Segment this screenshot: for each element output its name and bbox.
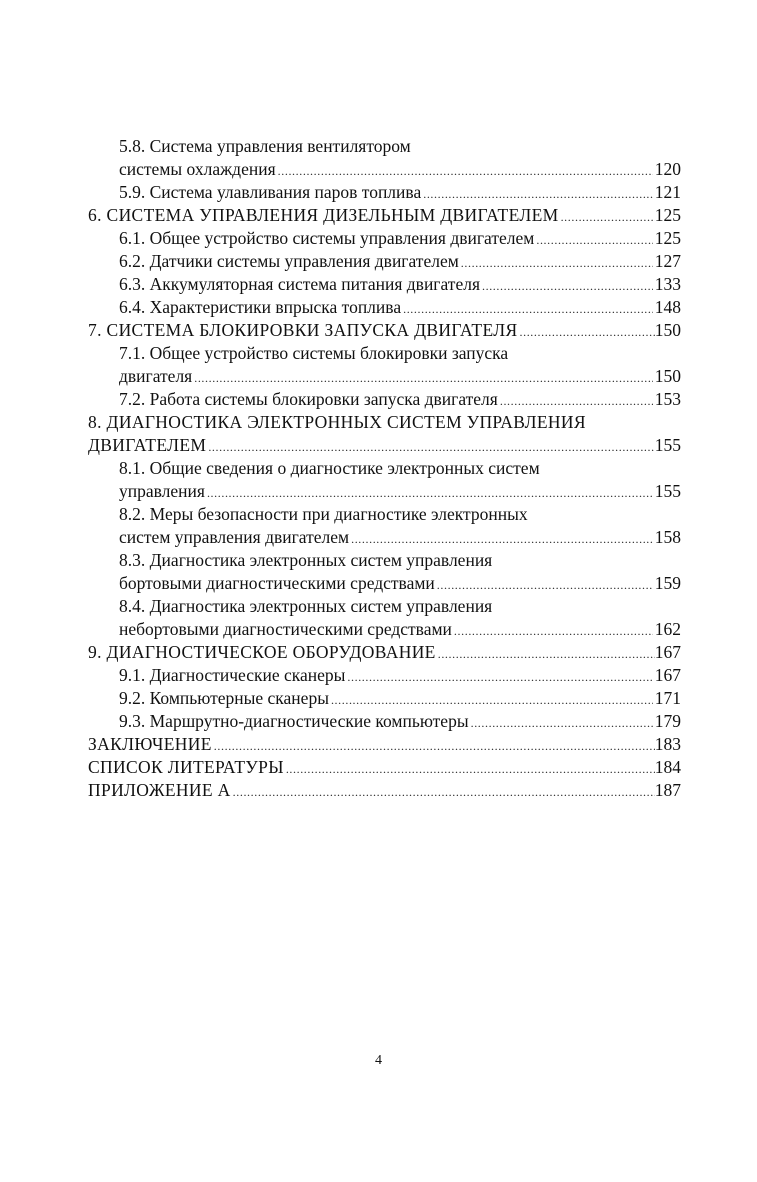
toc-section-line	[88, 595, 681, 618]
dot-leader	[437, 574, 653, 597]
toc-page-number: 153	[654, 389, 681, 409]
dot-leader	[207, 482, 653, 505]
toc-chapter-line	[88, 204, 681, 227]
toc-section-line	[88, 181, 681, 204]
toc-entry-label: 7. СИСТЕМА БЛОКИРОВКИ ЗАПУСКА ДВИГАТЕЛЯ	[88, 320, 518, 340]
toc-entry-label: 6.1. Общее устройство системы управления двигателем	[119, 228, 535, 248]
toc-page-number: 148	[654, 297, 681, 317]
toc-page-number: 155	[654, 481, 681, 501]
dot-leader	[438, 643, 655, 666]
toc-section-line	[88, 296, 681, 319]
toc-section-line	[88, 526, 681, 549]
toc-page-number: 179	[654, 711, 681, 731]
toc-entry-label: системы охлаждения	[119, 159, 276, 179]
toc-page-number: 120	[654, 159, 681, 179]
toc-entry-label: ДВИГАТЕЛЕМ	[88, 435, 207, 455]
table-of-contents	[88, 135, 681, 802]
toc-section-line	[88, 572, 681, 595]
dot-leader	[500, 390, 653, 413]
toc-chapter-line	[88, 779, 681, 802]
toc-section-line	[88, 342, 681, 365]
toc-entry-label: ПРИЛОЖЕНИЕ А	[88, 780, 231, 800]
toc-entry-label: 6.3. Аккумуляторная система питания двигателя	[119, 274, 480, 294]
toc-page-number: 133	[654, 274, 681, 294]
toc-page-number: 158	[654, 527, 681, 547]
dot-leader	[454, 620, 653, 643]
toc-entry-label: 9.3. Маршрутно-диагностические компьютеры	[119, 711, 469, 731]
toc-section-line	[88, 480, 681, 503]
toc-page-number: 150	[654, 366, 681, 386]
toc-page-number: 167	[654, 665, 681, 685]
toc-entry-label: 5.9. Система улавливания паров топлива	[119, 182, 422, 202]
toc-page-number: 187	[654, 780, 681, 800]
toc-entry-label: 9. ДИАГНОСТИЧЕСКОЕ ОБОРУДОВАНИЕ	[88, 642, 436, 662]
toc-chapter-line	[88, 641, 681, 664]
toc-chapter-line	[88, 756, 681, 779]
dot-leader	[471, 712, 653, 735]
toc-page-number: 183	[654, 734, 681, 754]
toc-entry-label: систем управления двигателем	[119, 527, 350, 547]
toc-page-number: 167	[654, 642, 681, 662]
toc-section-line	[88, 365, 681, 388]
toc-section-line	[88, 457, 681, 480]
dot-leader	[208, 436, 654, 459]
dot-leader	[351, 528, 653, 551]
toc-section-line	[88, 227, 681, 250]
dot-leader	[347, 666, 652, 689]
toc-section-line	[88, 664, 681, 687]
toc-entry-label: 8.1. Общие сведения о диагностике электронных систем	[119, 458, 540, 478]
toc-page-number: 125	[654, 205, 681, 225]
toc-section-line	[88, 549, 681, 572]
toc-entry-label: двигателя	[119, 366, 193, 386]
toc-section-line	[88, 618, 681, 641]
toc-entry-label: 8.3. Диагностика электронных систем управления	[119, 550, 493, 570]
dot-leader	[194, 367, 653, 390]
toc-section-line	[88, 710, 681, 733]
toc-entry-label: 6.2. Датчики системы управления двигателем	[119, 251, 459, 271]
toc-page-number: 155	[654, 435, 681, 455]
toc-entry-label: 8.4. Диагностика электронных систем управления	[119, 596, 493, 616]
dot-leader	[214, 735, 655, 758]
dot-leader	[278, 160, 653, 183]
toc-page-number: 127	[654, 251, 681, 271]
dot-leader	[331, 689, 653, 712]
toc-entry-label: 9.2. Компьютерные сканеры	[119, 688, 329, 708]
toc-entry-label: СПИСОК ЛИТЕРАТУРЫ	[88, 757, 284, 777]
toc-entry-label: 7.2. Работа системы блокировки запуска двигателя	[119, 389, 498, 409]
toc-page-number: 121	[654, 182, 681, 202]
toc-entry-label: управления	[119, 481, 205, 501]
toc-entry-label: ЗАКЛЮЧЕНИЕ	[88, 734, 212, 754]
toc-section-line	[88, 388, 681, 411]
toc-entry-label: небортовыми диагностическими средствами	[119, 619, 452, 639]
toc-section-line	[88, 250, 681, 273]
dot-leader	[461, 252, 653, 275]
toc-chapter-line	[88, 434, 681, 457]
toc-page-number: 125	[654, 228, 681, 248]
toc-entry-label: 8. ДИАГНОСТИКА ЭЛЕКТРОННЫХ СИСТЕМ УПРАВЛЕНИЯ	[88, 412, 586, 432]
toc-section-line	[88, 273, 681, 296]
toc-page-number: 150	[654, 320, 681, 340]
dot-leader	[561, 206, 655, 229]
toc-section-line	[88, 687, 681, 710]
dot-leader	[423, 183, 653, 206]
toc-page-number: 159	[654, 573, 681, 593]
dot-leader	[403, 298, 653, 321]
toc-section-line	[88, 503, 681, 526]
toc-entry-label: 5.8. Система управления вентилятором	[119, 136, 411, 156]
dot-leader	[520, 321, 655, 344]
dot-leader	[233, 781, 655, 804]
toc-entry-label: 9.1. Диагностические сканеры	[119, 665, 346, 685]
toc-entry-label: 6.4. Характеристики впрыска топлива	[119, 297, 402, 317]
toc-entry-label: 8.2. Меры безопасности при диагностике электронных	[119, 504, 528, 524]
toc-entry-label: 7.1. Общее устройство системы блокировки запуска	[119, 343, 509, 363]
dot-leader	[286, 758, 655, 781]
dot-leader	[536, 229, 652, 252]
toc-page-number: 184	[654, 757, 681, 777]
toc-chapter-line	[88, 733, 681, 756]
toc-entry-label: 6. СИСТЕМА УПРАВЛЕНИЯ ДИЗЕЛЬНЫМ ДВИГАТЕЛЕМ	[88, 205, 559, 225]
toc-section-line	[88, 135, 681, 158]
page-number: 4	[375, 1053, 382, 1068]
toc-entry-label: бортовыми диагностическими средствами	[119, 573, 435, 593]
toc-page-number: 162	[654, 619, 681, 639]
toc-page-number: 171	[654, 688, 681, 708]
toc-chapter-line	[88, 411, 681, 434]
dot-leader	[482, 275, 653, 298]
toc-chapter-line	[88, 319, 681, 342]
toc-section-line	[88, 158, 681, 181]
